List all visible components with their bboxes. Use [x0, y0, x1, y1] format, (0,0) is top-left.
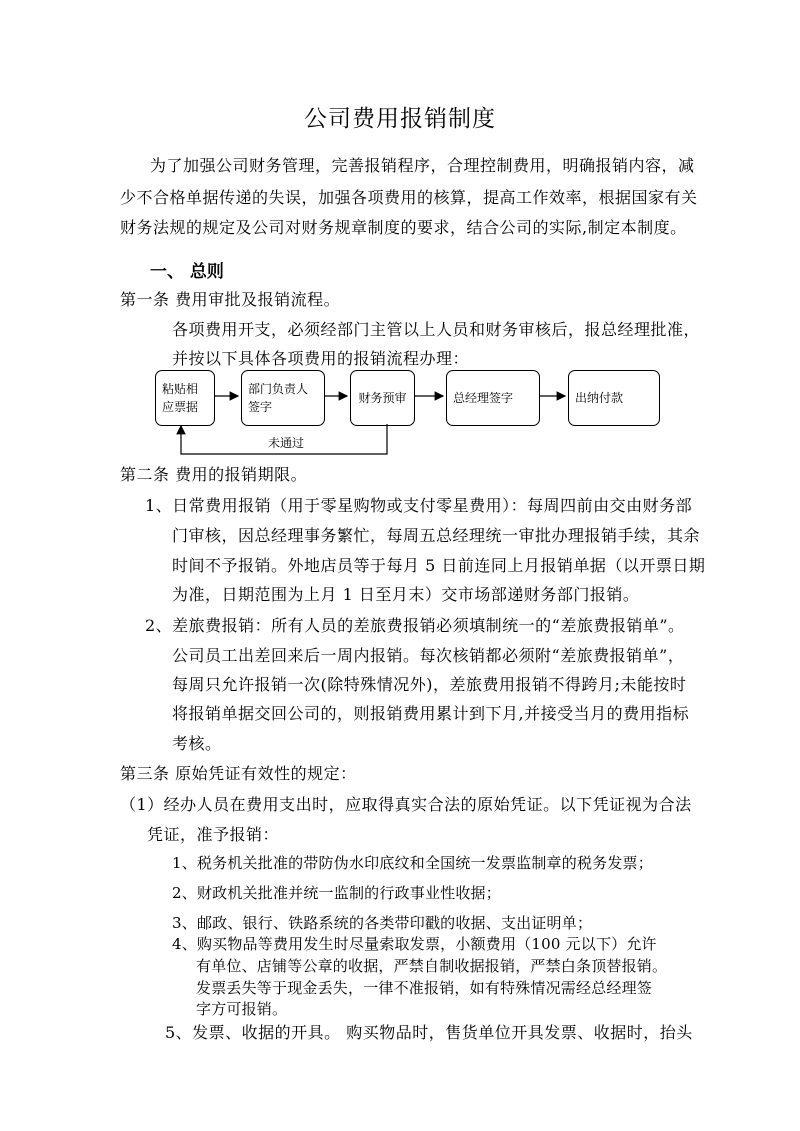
flow-reject-label: 未通过	[268, 436, 305, 450]
article-2-item-2-line-3: 每周只允许报销一次(除特殊情况外)，差旅费用报销不得跨月;未能按时	[172, 675, 687, 694]
valid-voucher-item-4-line-3: 发票丢失等于现金丢失，一律不准报销，如有特殊情况需经总经理签	[196, 979, 653, 997]
article-3-title: 第三条 原始凭证有效性的规定：	[120, 764, 357, 783]
article-1-line-1: 各项费用开支，必须经部门主管以上人员和财务审核后，报总经理批准，	[172, 320, 701, 339]
flow-step-gm-sign: 总经理签字	[446, 370, 540, 426]
valid-voucher-item-4-line-4: 字方可报销。	[196, 1000, 288, 1018]
article-3-para-1-line-2: 凭证，准予报销：	[147, 825, 280, 844]
flow-step-cashier-pay: 出纳付款	[568, 370, 660, 426]
article-1-title: 第一条 费用审批及报销流程。	[120, 290, 341, 309]
flow-step-finance-review: 财务预审	[350, 370, 415, 426]
valid-voucher-item-3: 3、邮政、银行、铁路系统的各类带印戳的收据、支出证明单；	[172, 914, 593, 932]
article-1-line-2: 并按以下具体各项费用的报销流程办理：	[172, 349, 470, 368]
article-2-item-2-line-4: 将报销单据交回公司的，则报销费用累计到下月,并接受当月的费用指标	[172, 704, 690, 723]
valid-voucher-item-2: 2、财政机关批准并统一监制的行政事业性收据；	[172, 884, 501, 902]
valid-voucher-item-5: 5、发票、收据的开具。 购买物品时，售货单位开具发票、收据时，抬头	[165, 1023, 693, 1042]
article-2-title: 第二条 费用的报销期限。	[120, 465, 308, 484]
article-2-item-1-line-3: 时间不予报销。外地店员等于每月 5 日前连同上月报销单据（以开票日期	[172, 556, 706, 575]
article-2-item-2-line-1: 2、差旅费报销：所有人员的差旅费报销必须填制统一的“差旅费报销单”。	[145, 616, 685, 635]
intro-line-1: 为了加强公司财务管理，完善报销程序，合理控制费用，明确报销内容，减	[150, 156, 695, 175]
valid-voucher-item-1: 1、税务机关批准的带防伪水印底纹和全国统一发票监制章的税务发票；	[172, 854, 653, 872]
section-heading-general: 一、 总则	[150, 262, 224, 282]
article-3-para-1-line-1: （1）经办人员在费用支出时，应取得真实合法的原始凭证。以下凭证视为合法	[120, 795, 692, 814]
article-2-item-1-line-4: 为准，日期范围为上月 1 日至月末）交市场部递财务部门报销。	[172, 585, 640, 604]
intro-line-3: 财务法规的规定及公司对财务规章制度的要求，结合公司的实际,制定本制度。	[120, 218, 687, 237]
flow-step-dept-head-sign: 部门负责人签字	[241, 370, 325, 426]
article-2-item-1-line-2: 门审核，因总经理事务繁忙，每周五总经理统一审批办理报销手续，其余	[172, 526, 701, 545]
article-2-item-1-line-1: 1、日常费用报销（用于零星购物或支付零星费用）：每周四前由交由财务部	[145, 496, 693, 515]
reimbursement-flowchart	[150, 364, 670, 456]
intro-line-2: 少不合格单据传递的失误，加强各项费用的核算，提高工作效率，根据国家有关	[120, 188, 698, 207]
valid-voucher-item-4-line-1: 4、购买物品等费用发生时尽量索取发票，小额费用（100 元以下）允许	[172, 935, 657, 953]
article-2-item-2-line-2: 公司员工出差回来后一周内报销。每次核销都必须附“差旅费报销单”，	[172, 646, 685, 665]
page-title: 公司费用报销制度	[304, 106, 496, 132]
valid-voucher-item-4-line-2: 有单位、店铺等公章的收据，严禁自制收据报销，严禁白条顶替报销。	[196, 957, 668, 975]
article-2-item-2-line-5: 考核。	[172, 734, 222, 753]
flow-step-attach-receipts: 粘贴相应票据	[155, 370, 215, 426]
